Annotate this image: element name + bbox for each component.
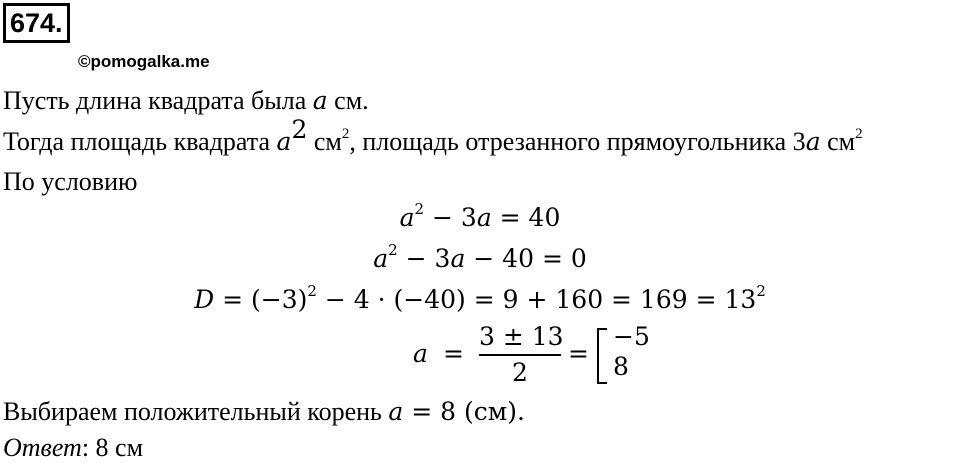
equals-sign: = bbox=[568, 339, 589, 368]
equation-3-discriminant bbox=[0, 282, 960, 314]
line-2-text-cont: , площадь отрезанного прямоугольника 3 bbox=[349, 127, 806, 156]
answer-line bbox=[3, 433, 143, 463]
text-line-1 bbox=[3, 86, 369, 116]
exponent: 2 bbox=[414, 200, 425, 218]
eq-part: = 40 bbox=[491, 203, 561, 232]
var-a: a bbox=[373, 244, 389, 273]
equals-sign: = bbox=[443, 339, 464, 368]
eq-part: − 3 bbox=[397, 244, 451, 273]
var-a: a bbox=[276, 127, 292, 156]
eq-part: − 3 bbox=[424, 203, 477, 232]
exponent: 2 bbox=[388, 241, 398, 259]
fraction-bar bbox=[479, 354, 561, 356]
conclusion-text: Выбираем положительный корень bbox=[3, 397, 389, 426]
var-a: a bbox=[312, 86, 328, 115]
unit: см bbox=[820, 127, 856, 156]
fraction-numerator: 3 ± 13 bbox=[479, 322, 564, 351]
text-line-2 bbox=[3, 115, 863, 157]
text-line-3: По условию bbox=[3, 167, 138, 196]
fraction-denominator: 2 bbox=[512, 358, 528, 387]
fraction bbox=[479, 322, 564, 388]
exponent: 2 bbox=[756, 282, 766, 300]
conclusion-value: = 8 (см). bbox=[403, 397, 525, 426]
var-a: a bbox=[413, 339, 428, 368]
var-a: a bbox=[450, 244, 466, 273]
eq-part: = (−3) bbox=[214, 285, 308, 314]
root-1: −5 bbox=[613, 322, 650, 351]
exponent: 2 bbox=[855, 126, 863, 142]
var-a: a bbox=[388, 397, 404, 426]
line-2-text: Тогда площадь квадрата bbox=[3, 127, 277, 156]
exponent: 2 bbox=[341, 126, 350, 142]
var-a: a bbox=[476, 203, 492, 232]
eq-part: − 4 · (−40) = 9 + 160 = 169 = 13 bbox=[316, 285, 757, 314]
watermark: ©pomogalka.me bbox=[78, 52, 210, 71]
var-D: D bbox=[194, 285, 215, 314]
problem-number: 674. bbox=[3, 3, 70, 43]
unit: см bbox=[307, 127, 342, 156]
equation-1 bbox=[0, 200, 960, 232]
eq-part: − 40 = 0 bbox=[465, 244, 587, 273]
set-bracket bbox=[597, 328, 607, 384]
conclusion-line bbox=[3, 397, 525, 427]
roots-list bbox=[613, 322, 650, 382]
answer-value: : 8 см bbox=[81, 433, 144, 462]
var-a: a bbox=[399, 203, 415, 232]
var-a: a bbox=[805, 127, 821, 156]
exponent: 2 bbox=[291, 115, 308, 144]
exponent: 2 bbox=[307, 282, 317, 300]
equation-2 bbox=[0, 241, 960, 273]
line-1-end: см. bbox=[327, 86, 369, 115]
answer-label: Ответ bbox=[3, 433, 82, 462]
root-2: 8 bbox=[613, 352, 629, 381]
line-1-text: Пусть длина квадрата была bbox=[3, 86, 313, 115]
